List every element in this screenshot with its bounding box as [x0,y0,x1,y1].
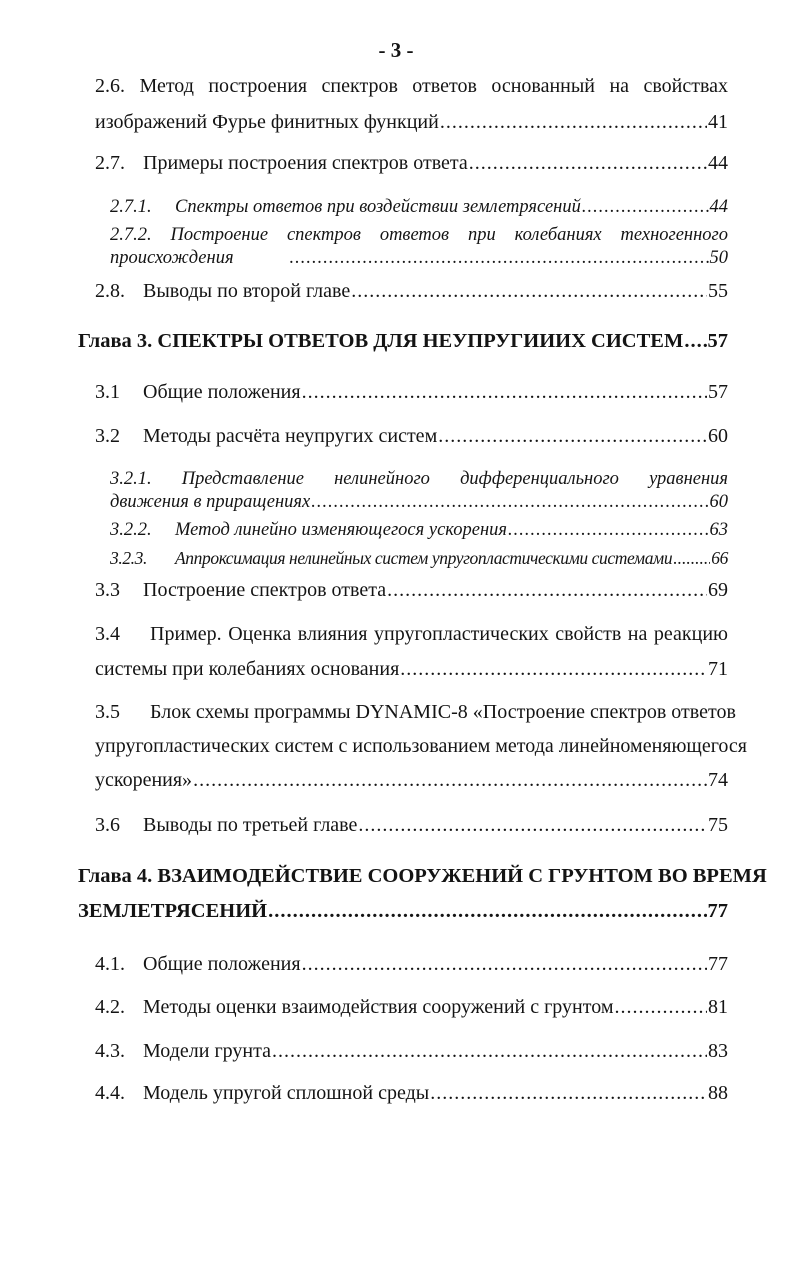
toc-entry-3-2-1-line1[interactable]: 3.2.1. Представление нелинейного дифференциального уравнения [110,469,729,489]
toc-entry-2-6[interactable]: изображений Фурье финитных функций ..... 41 [95,110,728,134]
toc-entry-3-2-1[interactable]: движения в приращениях ..... 60 [110,490,728,514]
toc-entry-3-5-line2[interactable]: упругопластических систем с использованием метода линейноменяющегося [95,735,747,757]
toc-entry-2-7-2-line1[interactable]: 2.7.2. Построение спектров ответов при колебаниях техногенного [110,225,729,245]
page-number: - 3 - [378,38,414,62]
toc-entry-3-4-line1[interactable]: 3.4 Пример. Оценка влияния упругопластических свойств на реакцию [95,623,728,645]
toc-entry-3-2-3[interactable]: 3.2.3. Аппроксимация нелинейных систем упругопластическими системами ..... 66 [110,546,728,570]
toc-chapter-4[interactable]: ЗЕМЛЕТРЯСЕНИЙ ..... 77 [78,899,728,923]
toc-entry-4-4[interactable]: 4.4. Модель упругой сплошной среды ..... 88 [95,1081,728,1105]
toc-entry-2-6-line1[interactable]: 2.6. Метод построения спектров ответов основанный на свойствах [95,75,729,97]
toc-entry-3-3[interactable]: 3.3 Построение спектров ответа ..... 69 [95,578,728,602]
toc-entry-4-2[interactable]: 4.2. Методы оценки взаимодействия сооружений с грунтом ..... 81 [95,995,728,1019]
toc-entry-2-7[interactable]: 2.7. Примеры построения спектров ответа ..... 44 [95,151,728,175]
toc-chapter-3[interactable]: Глава 3. СПЕКТРЫ ОТВЕТОВ ДЛЯ НЕУПРУГИИИХ СИСТЕМ ..... 57 [78,329,728,353]
toc-entry-2-7-1[interactable]: 2.7.1. Спектры ответов при воздействии землетрясений ..... 44 [110,195,728,219]
toc-entry-3-5[interactable]: ускорения» ..... 74 [95,768,728,792]
toc-entry-3-5-line1[interactable]: 3.5 Блок схемы программы DYNAMIC-8 «Построение спектров ответов [95,701,736,723]
toc-entry-3-6[interactable]: 3.6 Выводы по третьей главе ..... 75 [95,813,728,837]
toc-entry-4-3[interactable]: 4.3. Модели грунта ..... 83 [95,1039,728,1063]
toc-entry-3-1[interactable]: 3.1 Общие положения ..... 57 [95,380,728,404]
toc-entry-3-2[interactable]: 3.2 Методы расчёта неупругих систем ..... 60 [95,424,728,448]
toc-chapter-4-line1[interactable]: Глава 4. ВЗАИМОДЕЙСТВИЕ СООРУЖЕНИЙ С ГРУНТОМ ВО ВРЕМЯ [78,865,767,887]
toc-entry-3-4[interactable]: системы при колебаниях основания ..... 71 [95,657,728,681]
toc-entry-3-2-2[interactable]: 3.2.2. Метод линейно изменяющегося ускорения ..... 63 [110,518,728,542]
toc-entry-2-8[interactable]: 2.8. Выводы по второй главе ..... 55 [95,279,728,303]
toc-entry-2-7-2[interactable]: происхождения ..... 50 [110,246,728,270]
toc-entry-4-1[interactable]: 4.1. Общие положения ..... 77 [95,952,728,976]
